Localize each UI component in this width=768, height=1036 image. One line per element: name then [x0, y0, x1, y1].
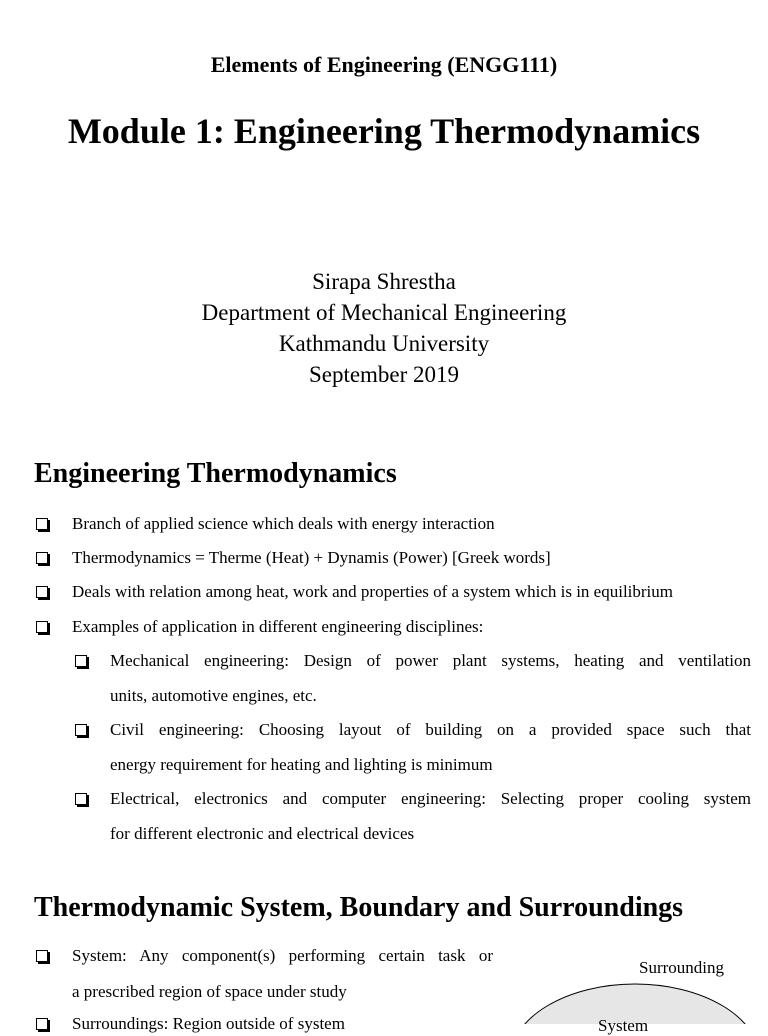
- sub-bullet-text-line2: energy requirement for heating and lighting is minimum: [110, 755, 493, 774]
- bullet-text: Deals with relation among heat, work and properties of a system which is in equilibrium: [72, 582, 674, 601]
- checkbox-bullet-icon: [36, 586, 48, 598]
- sub-bullet-text-line1: Electrical, electronics and computer engineering: Selecting proper cooling system: [110, 789, 751, 808]
- author-date: September 2019: [308, 362, 460, 387]
- sub-bullet-text-line1: Mechanical engineering: Design of power plant systems, heating and ventilation: [110, 651, 751, 670]
- checkbox-bullet-icon: [36, 518, 48, 530]
- section-heading-thermodynamics: Engineering Thermodynamics: [34, 458, 397, 489]
- author-name: Sirapa Shrestha: [312, 269, 456, 294]
- checkbox-bullet-icon: [36, 621, 48, 633]
- sub-bullet-text-line1: Civil engineering: Choosing layout of building on a provided space such that: [110, 720, 751, 739]
- bullet-text: Branch of applied science which deals with energy interaction: [72, 514, 495, 533]
- module-title: Module 1: Engineering Thermodynamics: [67, 111, 701, 151]
- system-label: System: [598, 1016, 649, 1035]
- checkbox-bullet-icon: [36, 552, 48, 564]
- bullet-text: Surroundings: Region outside of system: [72, 1014, 345, 1033]
- checkbox-bullet-icon: [75, 724, 87, 736]
- author-department: Department of Mechanical Engineering: [201, 300, 567, 325]
- author-block: [0, 266, 768, 390]
- section-heading-system-boundary: Thermodynamic System, Boundary and Surroundings: [34, 892, 684, 923]
- course-title: Elements of Engineering (ENGG111): [210, 52, 558, 77]
- surrounding-label: Surrounding: [639, 958, 724, 977]
- checkbox-bullet-icon: [36, 1018, 48, 1030]
- bullet-text: Examples of application in different engineering disciplines:: [72, 617, 484, 636]
- checkbox-bullet-icon: [75, 655, 87, 667]
- bullet-text-line2: a prescribed region of space under study: [72, 982, 347, 1001]
- sub-bullet-text-line2: for different electronic and electrical devices: [110, 824, 415, 843]
- bullet-text-line1: System: Any component(s) performing certain task or: [72, 946, 493, 965]
- sub-bullet-text-line2: units, automotive engines, etc.: [110, 686, 317, 705]
- author-university: Kathmandu University: [278, 331, 490, 356]
- bullet-text: Thermodynamics = Therme (Heat) + Dynamis (Power) [Greek words]: [72, 548, 551, 567]
- checkbox-bullet-icon: [36, 950, 48, 962]
- checkbox-bullet-icon: [75, 793, 87, 805]
